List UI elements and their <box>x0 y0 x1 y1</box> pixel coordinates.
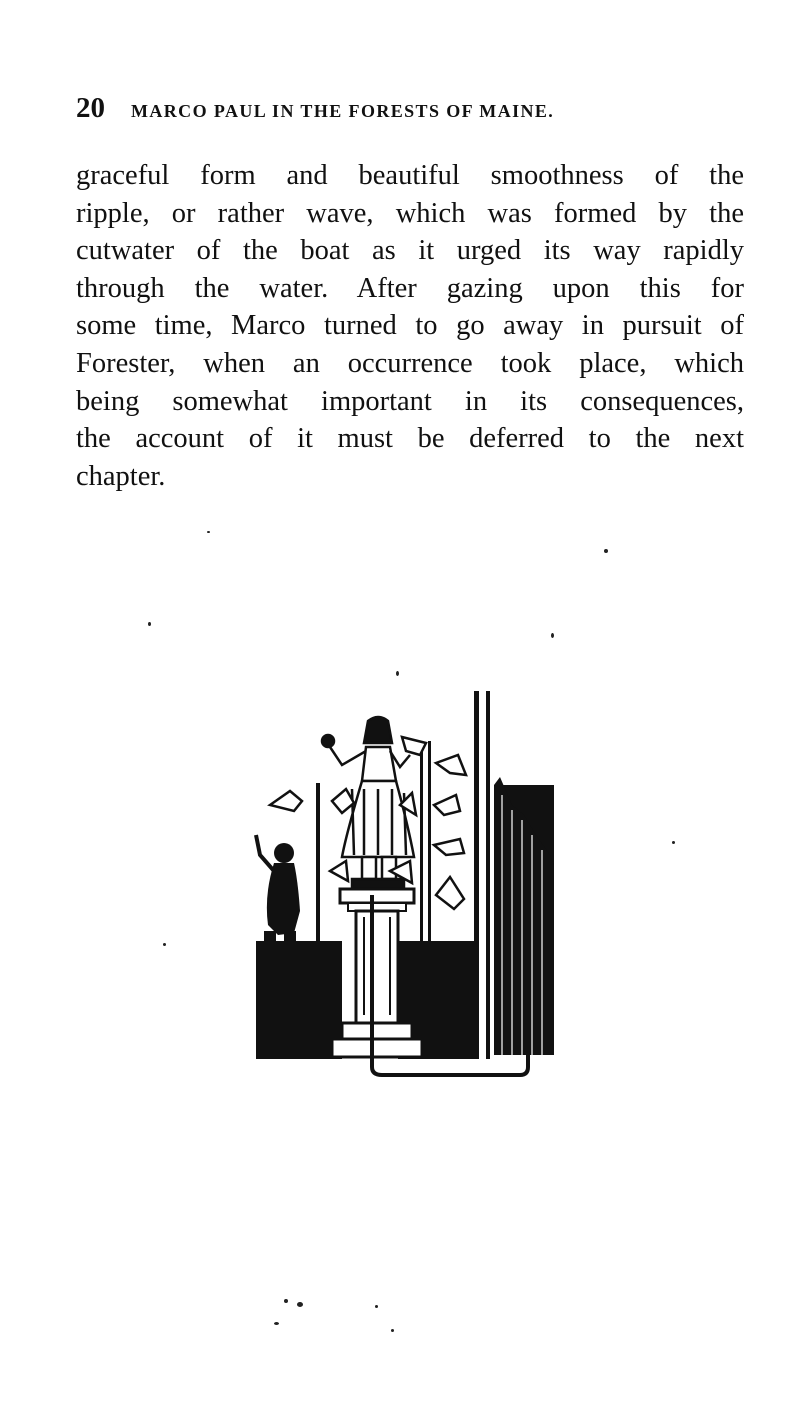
print-speck <box>297 1302 303 1307</box>
text-line: cutwater of the boat as it urged its way rapidly <box>76 235 744 267</box>
text-line: through the water. After gazing upon this for <box>76 272 744 304</box>
running-head <box>76 92 746 128</box>
print-speck <box>396 671 399 676</box>
print-speck <box>672 841 675 844</box>
print-speck <box>551 633 554 638</box>
engraving-statue-fountain-icon <box>250 685 570 1085</box>
text-line: Forester, when an occurrence took place, which <box>76 347 744 379</box>
running-title: MARCO PAUL IN THE FORESTS OF MAINE. <box>131 101 555 121</box>
page-number: 20 <box>76 92 105 124</box>
print-speck <box>274 1322 279 1325</box>
text-line: some time, Marco turned to go away in pursuit of <box>76 310 744 342</box>
text-line: graceful form and beautiful smoothness of the <box>76 160 744 191</box>
print-speck <box>284 1299 288 1303</box>
print-speck <box>375 1305 378 1308</box>
text-line: chapter. <box>76 460 166 492</box>
print-speck <box>163 943 166 946</box>
text-line: the account of it must be deferred to the next <box>76 423 744 455</box>
print-speck <box>604 549 608 553</box>
print-speck <box>207 531 210 533</box>
print-speck <box>148 622 151 626</box>
body-paragraph <box>76 157 744 495</box>
text-line: ripple, or rather wave, which was formed by the <box>76 197 744 229</box>
text-line: being somewhat important in its consequences, <box>76 385 744 417</box>
print-speck <box>391 1329 394 1332</box>
